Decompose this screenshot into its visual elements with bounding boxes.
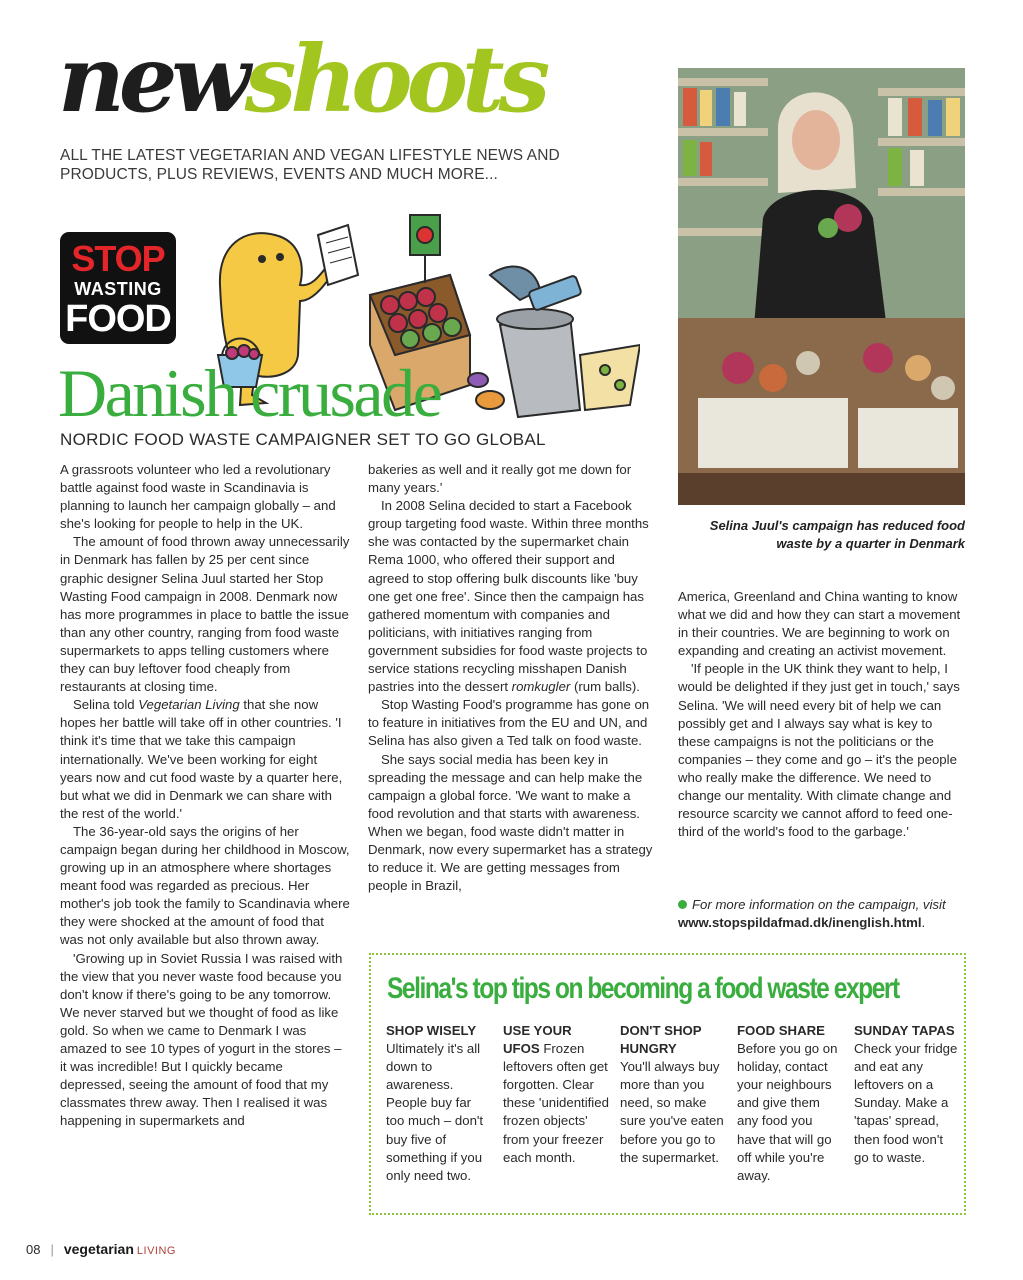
paragraph: 'Growing up in Soviet Russia I was raised with the view that you never waste food because you don't know if there's going to be any tomorrow. We never starved but we thought of food as like gold. So when we came to Denmark I was amazed to see 10 types of yogurt in the stores – it was incredible! But I quickly became depressed, seeing the amount of food that my classmates threw away. Then I realised it was happening in supermarkets and [60,950,343,1129]
stop-wasting-food-logo [60,232,176,344]
paragraph: The 36-year-old says the origins of her campaign began during her childhood in Moscow, growing up in an atmosphere where shortages meant food was regarded as precious. Her mother's job took the family to Scandinavia where they were shocked at the amount of food that was not only available but also thrown away. [60,823,350,948]
photo-caption: Selina Juul's campaign has reduced food waste by a quarter in Denmark [709,518,965,551]
page-number: 08 [26,1242,41,1257]
paragraph: A grassroots volunteer who led a revolutionary battle against food waste in Scandinavia is planning to launch her campaign globally – and she's looking for people to help in the UK. [60,462,336,532]
section-tagline: ALL THE LATEST VEGETARIAN AND VEGAN LIFESTYLE NEWS AND PRODUCTS, PLUS REVIEWS, EVENTS AND MUCH MORE... [60,147,560,183]
trash-bin-icon [490,267,582,417]
tip-item [386,1022,492,1185]
paragraph: The amount of food thrown away unnecessarily in Denmark has fallen by 25 per cent since graphic designer Selina Juul started her Stop Wasting Food campaign in 2008. Denmark now has more programmes in place to battle the issue than any other country, ranging from food waste supermarkets to apps telling customers where they can buy leftover food cheaply from restaurants at closing time. [60,534,350,695]
paragraph: America, Greenland and China wanting to know what we did and how they can start a movement in their countries. We are beginning to work on expanding and creating an activist movement. [678,589,961,659]
tip-heading: FOOD SHARE [737,1023,825,1038]
tip-item [503,1022,609,1167]
paragraph: bakeries as well and it really got me down for many years.' [368,462,632,496]
magazine-title: Vegetarian Living [138,697,240,713]
footer-divider: | [50,1242,54,1257]
dessert-name: romkugler [511,679,571,695]
logo-line-wasting: WASTING [74,279,162,299]
body-column-3 [678,588,968,841]
produce-display-icon [678,318,965,505]
tip-heading: SHOP WISELY [386,1023,477,1038]
tip-heading: SUNDAY TAPAS [854,1023,955,1038]
masthead [58,22,658,137]
tips-title: Selina's top tips on becoming a food waste expert [387,972,899,1005]
paragraph [368,497,658,696]
tips-box [369,953,966,1215]
article-subhead: NORDIC FOOD WASTE CAMPAIGNER SET TO GO GLOBAL [60,430,546,449]
logo-line-food: FOOD [65,298,171,340]
tip-heading: DON'T SHOP HUNGRY [620,1023,702,1057]
tip-text: Before you go on holiday, contact your neighbours and give them any food you have that will go off while you're away. [737,1041,838,1183]
tip-text: Ultimately it's all down to awareness. People buy far too much – don't buy five of something if you only need two. [386,1041,484,1183]
footer-brand-living: LIVING [136,1245,176,1257]
page-footer [26,1241,176,1259]
paragraph: Stop Wasting Food's programme has gone on to feature in initiatives from the EU and UN, and Selina has also given a Ted talk on food waste. [368,697,650,749]
tip-text: Check your fridge and eat any leftovers on a Sunday. Make a 'tapas' spread, then food won't go to waste. [854,1041,958,1165]
logo-line-stop: STOP [71,238,165,279]
footer-brand: vegetarian [63,1241,134,1257]
tip-text: Frozen leftovers often get forgotten. Clear these 'unidentified frozen objects' from your freezer each month. [503,1041,609,1165]
article-headline: Danish crusade [58,355,441,431]
selina-juul-photo [678,68,965,505]
paragraph-text: that she now hopes her battle will take off in other countries. 'I think it's time that we take this campaign internationally. We've been working for eight years now and cut food waste by a quarter here, but what we did in Denmark we can share with the rest of the world.' [60,697,343,821]
paragraph-text: (rum balls). [570,679,640,695]
tip-item [854,1022,960,1167]
paragraph: She says social media has been key in spreading the message and can help make the campaign a global force. 'We want to make a food revolution and that starts with awareness. When we began, food waste didn't matter in Denmark, now every supermarket has a strategy to reduce it. We are getting messages from people in Brazil, [368,751,653,894]
more-info [678,896,968,932]
bullet-icon [678,900,687,909]
tip-text: You'll always buy more than you need, so make sure you've eaten before you go to the supermarket. [620,1059,724,1165]
paragraph-text: Selina told [73,697,139,713]
more-info-end: . [921,915,926,931]
paragraph: 'If people in the UK think they want to help, I would be delighted if they just get in touch,' says Selina. 'We will need every bit of help we can possibly get and I always say what is key to these campaigns is not the politicians or the companies – they come and go – it's the people who really make the difference. We need to change our mentality. With climate change and resource scarcity we cannot afford to feed one-third of the world's food to the garbage.' [678,661,960,840]
masthead-shoots: shoots [244,25,545,133]
more-info-text: For more information on the campaign, visit [692,897,946,912]
body-column-2 [368,461,658,895]
paragraph-text: In 2008 Selina decided to start a Facebook group targeting food waste. Within three months she was contacted by the supermarket chain Rema 1000, who offered their support and agreed to stop offering bulk discounts like 'buy one get one free'. Since then the campaign has gathered momentum with companies and politicians, with initiatives ranging from government subsidies for food waste projects to service stations recycling misshapen Danish pastries into the dessert [368,498,649,695]
campaign-link[interactable]: www.stopspildafmad.dk/inenglish.html [678,915,922,931]
tip-item [737,1022,843,1185]
body-column-1 [60,461,350,1130]
tip-heading: USE YOUR UFOS [503,1023,572,1057]
tip-item [620,1022,726,1167]
masthead-new: new [58,25,245,133]
paragraph [60,696,350,823]
